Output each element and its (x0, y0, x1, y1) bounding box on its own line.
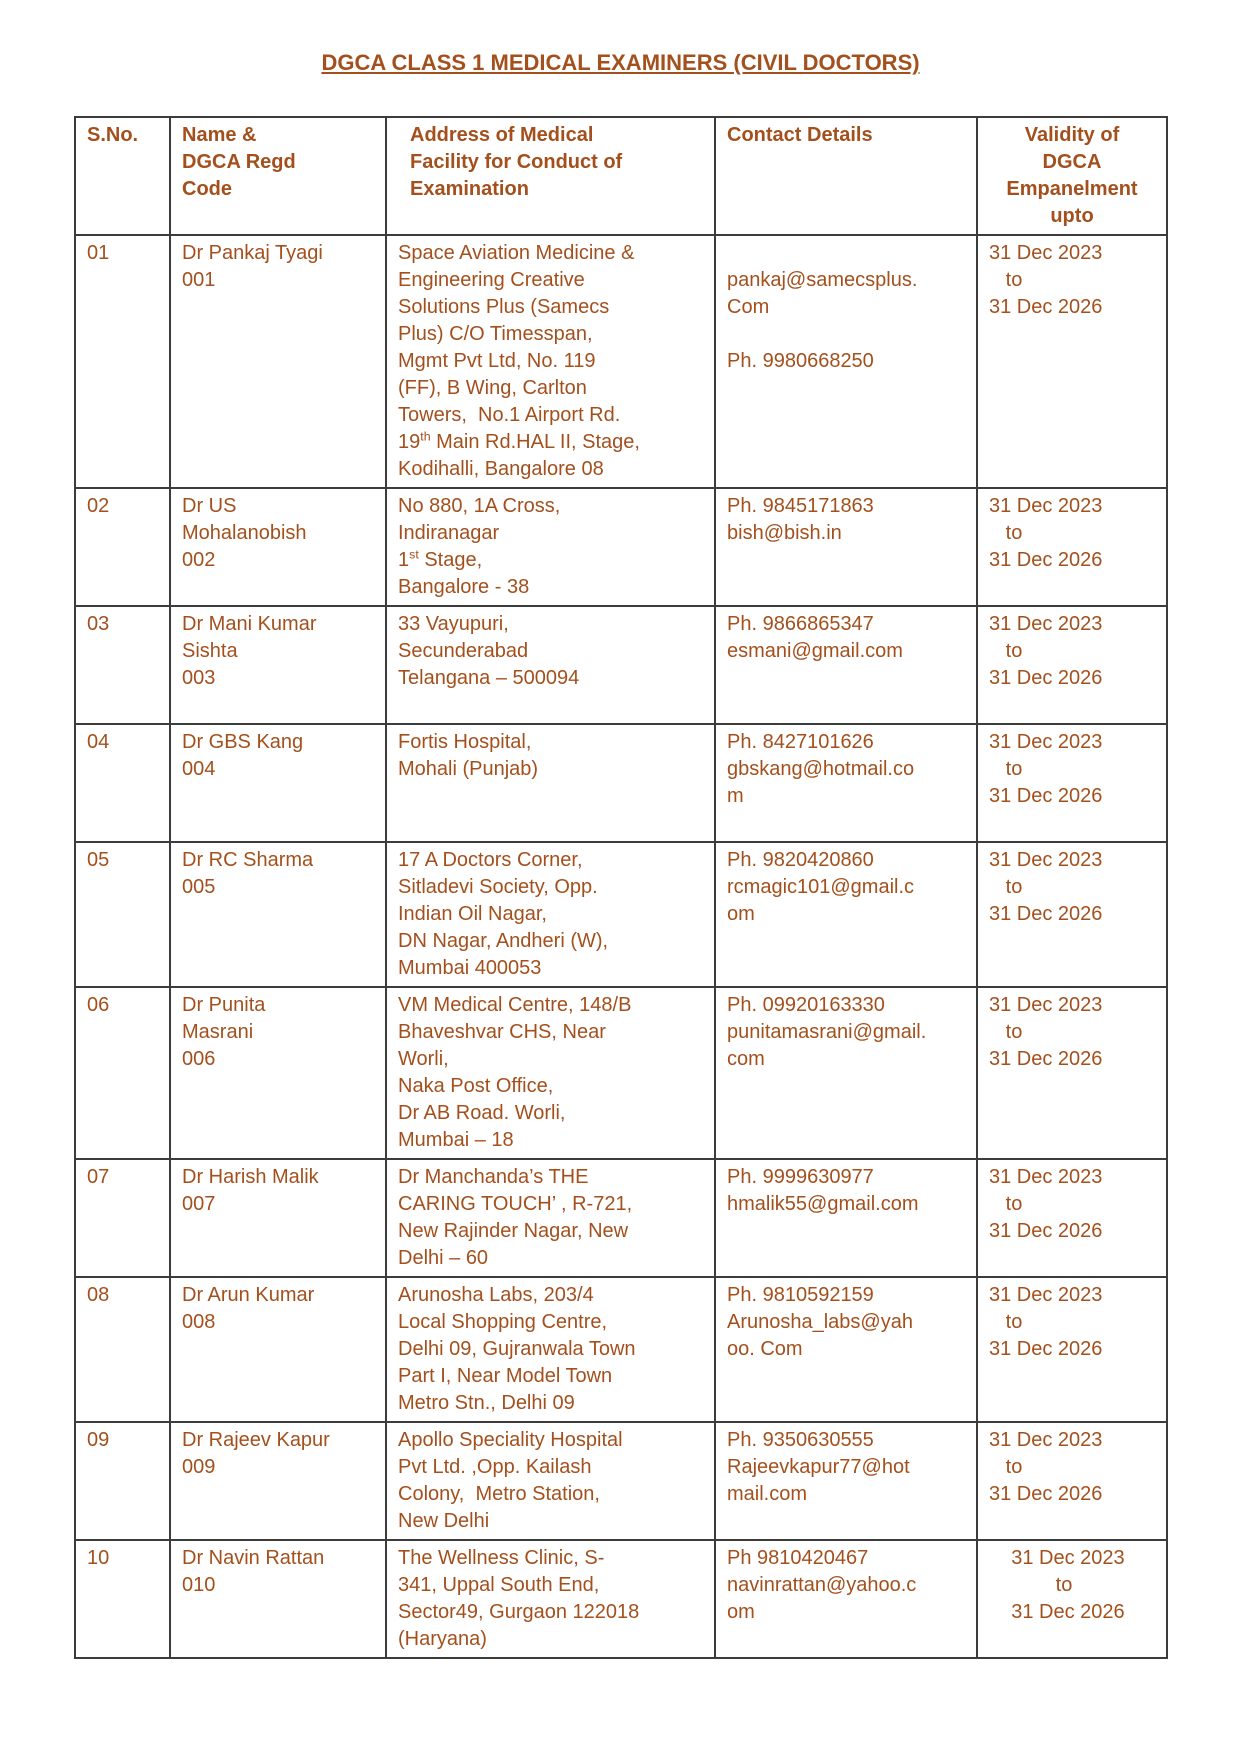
cell-doctor-name-code: Dr US Mohalanobish 002 (170, 488, 386, 606)
cell-contact-details: Ph. 9999630977 hmalik55@gmail.com (715, 1159, 977, 1277)
cell-contact-details: Ph. 9810592159 Arunosha_labs@yah oo. Com (715, 1277, 977, 1422)
table-row (75, 488, 1167, 606)
cell-serial-number: 01 (75, 235, 170, 488)
cell-doctor-name-code: Dr Rajeev Kapur 009 (170, 1422, 386, 1540)
cell-doctor-name-code: Dr Punita Masrani 006 (170, 987, 386, 1159)
cell-validity-period: 31 Dec 2023 to 31 Dec 2026 (977, 1277, 1167, 1422)
header-name-dgca-regd-code: Name & DGCA Regd Code (170, 117, 386, 235)
table-body (75, 235, 1167, 1658)
table-row (75, 606, 1167, 724)
cell-doctor-name-code: Dr Arun Kumar 008 (170, 1277, 386, 1422)
cell-doctor-name-code: Dr Harish Malik 007 (170, 1159, 386, 1277)
cell-facility-address: 33 Vayupuri, Secunderabad Telangana – 500094 (386, 606, 715, 724)
cell-contact-details: Ph. 09920163330 punitamasrani@gmail. com (715, 987, 977, 1159)
cell-contact-details: Ph. 9820420860 rcmagic101@gmail.c om (715, 842, 977, 987)
header-contact-details: Contact Details (715, 117, 977, 235)
header-address: Address of Medical Facility for Conduct of Examination (386, 117, 715, 235)
table-row (75, 842, 1167, 987)
header-sno: S.No. (75, 117, 170, 235)
table-row (75, 1277, 1167, 1422)
cell-facility-address: Fortis Hospital, Mohali (Punjab) (386, 724, 715, 842)
cell-validity-period: 31 Dec 2023 to 31 Dec 2026 (977, 724, 1167, 842)
cell-contact-details: Ph. 9350630555 Rajeevkapur77@hot mail.com (715, 1422, 977, 1540)
cell-validity-period: 31 Dec 2023 to 31 Dec 2026 (977, 235, 1167, 488)
cell-facility-address: Apollo Speciality Hospital Pvt Ltd. ,Opp. Kailash Colony, Metro Station, New Delhi (386, 1422, 715, 1540)
table-row (75, 235, 1167, 488)
cell-doctor-name-code: Dr RC Sharma 005 (170, 842, 386, 987)
cell-facility-address: VM Medical Centre, 148/B Bhaveshvar CHS, Near Worli, Naka Post Office, Dr AB Road. Worli, Mumbai – 18 (386, 987, 715, 1159)
cell-facility-address: Dr Manchanda’s THE CARING TOUCH’ , R-721, New Rajinder Nagar, New Delhi – 60 (386, 1159, 715, 1277)
cell-facility-address: Arunosha Labs, 203/4 Local Shopping Centre, Delhi 09, Gujranwala Town Part I, Near Model Town Metro Stn., Delhi 09 (386, 1277, 715, 1422)
table-row (75, 724, 1167, 842)
cell-contact-details: Ph. 8427101626 gbskang@hotmail.co m (715, 724, 977, 842)
table-row (75, 1159, 1167, 1277)
cell-serial-number: 06 (75, 987, 170, 1159)
cell-doctor-name-code: Dr Mani Kumar Sishta 003 (170, 606, 386, 724)
cell-contact-details: pankaj@samecsplus. Com Ph. 9980668250 (715, 235, 977, 488)
cell-validity-period: 31 Dec 2023 to 31 Dec 2026 (977, 606, 1167, 724)
cell-serial-number: 08 (75, 1277, 170, 1422)
cell-contact-details: Ph. 9866865347 esmani@gmail.com (715, 606, 977, 724)
cell-validity-period: 31 Dec 2023 to 31 Dec 2026 (977, 1422, 1167, 1540)
cell-validity-period: 31 Dec 2023 to 31 Dec 2026 (977, 987, 1167, 1159)
cell-serial-number: 03 (75, 606, 170, 724)
cell-contact-details: Ph 9810420467 navinrattan@yahoo.c om (715, 1540, 977, 1658)
cell-facility-address: 17 A Doctors Corner, Sitladevi Society, Opp. Indian Oil Nagar, DN Nagar, Andheri (W), Mumbai 400053 (386, 842, 715, 987)
cell-facility-address: The Wellness Clinic, S- 341, Uppal South End, Sector49, Gurgaon 122018 (Haryana) (386, 1540, 715, 1658)
cell-doctor-name-code: Dr GBS Kang 004 (170, 724, 386, 842)
cell-serial-number: 10 (75, 1540, 170, 1658)
table-header (75, 117, 1167, 235)
table-row (75, 1422, 1167, 1540)
cell-contact-details: Ph. 9845171863 bish@bish.in (715, 488, 977, 606)
cell-facility-address: Space Aviation Medicine & Engineering Creative Solutions Plus (Samecs Plus) C/O Timesspan, Mgmt Pvt Ltd, No. 119 (FF), B Wing, Carlton Towers, No.1 Airport Rd. 19th Main Rd.HAL II, Stage, Kodihalli, Bangalore 08 (386, 235, 715, 488)
cell-doctor-name-code: Dr Navin Rattan 010 (170, 1540, 386, 1658)
cell-serial-number: 02 (75, 488, 170, 606)
cell-validity-period: 31 Dec 2023 to 31 Dec 2026 (977, 842, 1167, 987)
cell-serial-number: 07 (75, 1159, 170, 1277)
page-title: DGCA CLASS 1 MEDICAL EXAMINERS (CIVIL DOCTORS) (321, 50, 920, 75)
cell-serial-number: 04 (75, 724, 170, 842)
cell-serial-number: 05 (75, 842, 170, 987)
table-row (75, 1540, 1167, 1658)
cell-validity-period: 31 Dec 2023 to 31 Dec 2026 (977, 1540, 1167, 1658)
cell-validity-period: 31 Dec 2023 to 31 Dec 2026 (977, 488, 1167, 606)
cell-doctor-name-code: Dr Pankaj Tyagi 001 (170, 235, 386, 488)
table-row (75, 987, 1167, 1159)
header-validity: Validity of DGCA Empanelment upto (977, 117, 1167, 235)
cell-serial-number: 09 (75, 1422, 170, 1540)
examiners-table (74, 116, 1168, 1659)
cell-validity-period: 31 Dec 2023 to 31 Dec 2026 (977, 1159, 1167, 1277)
cell-facility-address: No 880, 1A Cross, Indiranagar 1st Stage, Bangalore - 38 (386, 488, 715, 606)
header-row (75, 117, 1167, 235)
